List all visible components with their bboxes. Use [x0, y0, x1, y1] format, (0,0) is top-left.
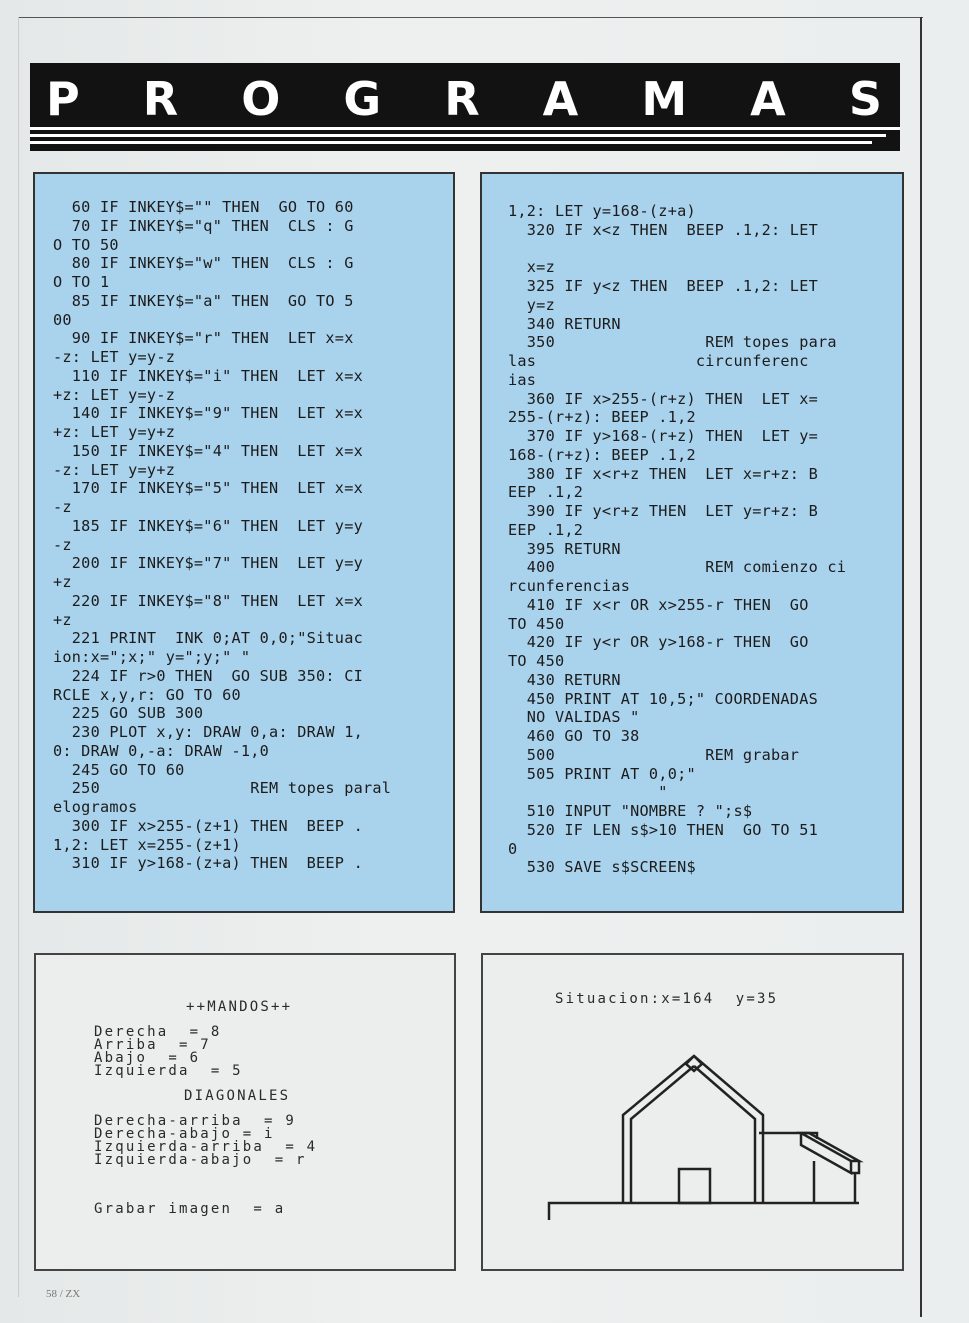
- code-line: y=z: [508, 295, 555, 314]
- code-line: 370 IF y>168-(r+z) THEN LET y=: [508, 427, 818, 445]
- ground-line: [549, 1203, 859, 1220]
- banner-stripe: [30, 141, 872, 144]
- banner-letter: S: [848, 72, 882, 126]
- diagonals-title: DIAGONALES: [184, 1088, 291, 1104]
- house-left-wall: [623, 1056, 694, 1203]
- banner-stripe: [30, 134, 886, 137]
- code-line: 85 IF INKEY$="a" THEN GO TO 5: [53, 291, 354, 310]
- code-line: 310 IF y>168-(z+a) THEN BEEP .: [53, 854, 363, 873]
- code-line: O TO 1: [53, 273, 110, 291]
- code-line: elogramos: [53, 798, 138, 816]
- code-line: 510 INPUT "NOMBRE ? ";s$: [508, 802, 753, 820]
- menu-item: Abajo = 6: [94, 1050, 201, 1066]
- code-line: O TO 50: [53, 235, 119, 254]
- code-line: -z: LET y=y+z: [53, 460, 176, 479]
- code-line: ion:x=";x;" y=";y;" ": [53, 648, 251, 666]
- code-line: 90 IF INKEY$="r" THEN LET x=x: [53, 329, 354, 348]
- code-line: 410 IF x<r OR x>255-r THEN GO: [508, 595, 809, 614]
- code-line: 520 IF LEN s$>10 THEN GO TO 51: [508, 820, 818, 839]
- code-line: +z: LET y=y-z: [53, 385, 176, 404]
- banner-stripe: [30, 127, 900, 130]
- code-line: 350 REM topes para: [508, 333, 837, 352]
- diagonal-item: Izquierda-arriba = 4: [94, 1139, 318, 1155]
- code-line: 230 PLOT x,y: DRAW 0,a: DRAW 1,: [53, 723, 363, 741]
- code-line: 360 IF x>255-(r+z) THEN LET x=: [508, 389, 818, 408]
- code-line: ias: [508, 370, 537, 389]
- code-line: 168-(r+z): BEEP .1,2: [508, 445, 696, 464]
- code-line: las circunferenc: [508, 352, 809, 370]
- basic-listing-left: [53, 198, 391, 873]
- screen-capture-drawing: [481, 953, 904, 1271]
- code-line: 420 IF y<r OR y>168-r THEN GO: [508, 633, 809, 652]
- code-line: 380 IF x<r+z THEN LET x=r+z: B: [508, 464, 818, 483]
- code-line: -z: LET y=y-z: [53, 348, 176, 366]
- menu-item: Izquierda = 5: [94, 1063, 243, 1079]
- programas-banner: [30, 63, 900, 151]
- code-line: 430 RETURN: [508, 670, 621, 689]
- banner-letter: O: [241, 72, 281, 126]
- code-line: 185 IF INKEY$="6" THEN LET y=y: [53, 516, 363, 535]
- banner-letter: G: [343, 72, 382, 126]
- top-rule: [18, 17, 923, 18]
- code-line: 325 IF y<z THEN BEEP .1,2: LET: [508, 277, 818, 295]
- code-line: TO 450: [508, 614, 565, 633]
- menu-item: Arriba = 7: [94, 1037, 211, 1053]
- right-rule: [920, 17, 922, 1317]
- code-line: 170 IF INKEY$="5" THEN LET x=x: [53, 479, 363, 498]
- code-line: 60 IF INKEY$="" THEN GO TO 60: [53, 198, 354, 216]
- banner-letter: A: [542, 72, 579, 126]
- code-line: 80 IF INKEY$="w" THEN CLS : G: [53, 254, 354, 273]
- house-right-wall: [694, 1056, 763, 1203]
- code-line: +z: [53, 573, 72, 591]
- save-instruction: Grabar imagen = a: [94, 1201, 286, 1217]
- banner-letter: P: [46, 72, 80, 126]
- code-line: RCLE x,y,r: GO TO 60: [53, 685, 241, 704]
- code-line: 450 PRINT AT 10,5;" COORDENADAS: [508, 689, 818, 708]
- code-line: +z: LET y=y+z: [53, 423, 176, 441]
- code-line: 505 PRINT AT 0,0;": [508, 764, 696, 783]
- house-left-wall-inner: [631, 1066, 694, 1203]
- house-drawing: [483, 955, 902, 1269]
- diagonal-item: Derecha-abajo = i: [94, 1126, 275, 1142]
- code-line: 245 GO TO 60: [53, 760, 185, 779]
- code-line: 250 REM topes paral: [53, 779, 392, 798]
- banner-letter: M: [641, 72, 688, 126]
- code-line: 140 IF INKEY$="9" THEN LET x=x: [53, 404, 363, 423]
- code-line: rcunferencias: [508, 577, 631, 595]
- status-line: Situacion:x=164 y=35: [555, 991, 779, 1007]
- code-line: 225 GO SUB 300: [53, 704, 204, 723]
- code-line: EEP .1,2: [508, 483, 584, 502]
- code-line: NO VALIDAS ": [508, 708, 640, 727]
- code-line: 395 RETURN: [508, 539, 621, 558]
- code-line: 400 REM comienzo ci: [508, 558, 847, 577]
- code-line: 500 REM grabar: [508, 745, 800, 764]
- menu-item: Derecha = 8: [94, 1024, 222, 1040]
- code-line: 390 IF y<r+z THEN LET y=r+z: B: [508, 502, 818, 520]
- code-line: 340 RETURN: [508, 314, 621, 333]
- code-line: 0: [508, 839, 518, 858]
- diagonal-item: Derecha-arriba = 9: [94, 1113, 296, 1129]
- code-line: 300 IF x>255-(z+1) THEN BEEP .: [53, 816, 363, 835]
- annex-block-top: [801, 1133, 859, 1161]
- code-line: 460 GO TO 38: [508, 727, 640, 745]
- house-right-wall-inner: [694, 1066, 755, 1203]
- code-line: 00: [53, 310, 72, 329]
- code-line: 1,2: LET y=168-(z+a): [508, 202, 696, 220]
- diagonal-item: Izquierda-abajo = r: [94, 1152, 307, 1168]
- code-line: 200 IF INKEY$="7" THEN LET y=y: [53, 554, 363, 573]
- code-line: 221 PRINT INK 0;AT 0,0;"Situac: [53, 629, 363, 648]
- page-number: 58 / ZX: [46, 1288, 81, 1300]
- code-line: 0: DRAW 0,-a: DRAW -1,0: [53, 741, 270, 760]
- banner-letter: R: [142, 72, 179, 126]
- code-line: 150 IF INKEY$="4" THEN LET x=x: [53, 441, 363, 460]
- code-line: EEP .1,2: [508, 520, 584, 539]
- code-line: 255-(r+z): BEEP .1,2: [508, 408, 696, 427]
- code-line: 70 IF INKEY$="q" THEN CLS : G: [53, 216, 354, 235]
- code-line: x=z: [508, 258, 555, 277]
- chimney: [686, 1056, 702, 1071]
- basic-listing-right: [508, 202, 846, 877]
- house-door: [679, 1169, 710, 1203]
- code-line: 1,2: LET x=255-(z+1): [53, 835, 241, 854]
- banner-letter: R: [444, 72, 480, 126]
- code-line: 224 IF r>0 THEN GO SUB 350: CI: [53, 666, 363, 685]
- banner-letter: A: [750, 72, 786, 126]
- code-line: 110 IF INKEY$="i" THEN LET x=x: [53, 366, 363, 385]
- screen-capture-menu: [34, 953, 456, 1271]
- code-line: 220 IF INKEY$="8" THEN LET x=x: [53, 591, 363, 610]
- left-margin-line: [18, 17, 19, 1297]
- code-line: 530 SAVE s$SCREEN$: [508, 858, 696, 877]
- code-line: -z: [53, 498, 72, 516]
- listing-panel-left: [33, 172, 455, 913]
- code-line: 320 IF x<z THEN BEEP .1,2: LET: [508, 220, 818, 239]
- listing-panel-right: [480, 172, 904, 913]
- menu-title: ++MANDOS++: [186, 999, 293, 1015]
- code-line: ": [508, 783, 668, 802]
- code-line: TO 450: [508, 652, 565, 670]
- code-line: -z: [53, 535, 72, 554]
- banner-title: [30, 71, 900, 127]
- code-line: +z: [53, 610, 72, 629]
